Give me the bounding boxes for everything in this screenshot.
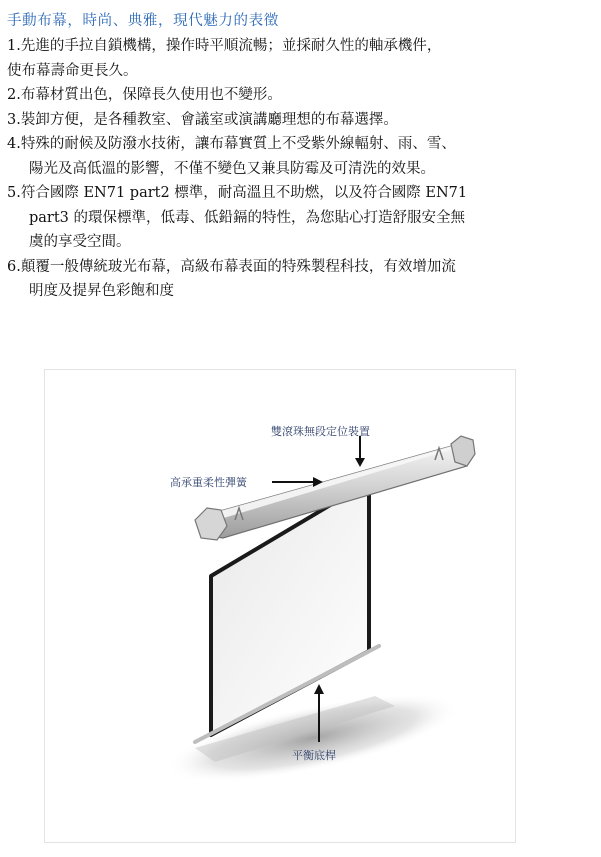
feature-item [7, 181, 597, 255]
feature-text-continued: part3 的環保標準，低毒、低鉛鎘的特性，為您貼心打造舒服安全無 [29, 209, 466, 226]
feature-text-continued: 使布幕壽命更長久。 [7, 62, 138, 79]
page-heading: 手動布幕，時尚、典雅，現代魅力的表徵 [7, 13, 279, 29]
feature-number: 5. [7, 185, 21, 201]
feature-item [7, 132, 597, 181]
feature-number: 4. [7, 136, 21, 152]
feature-number: 1. [7, 38, 21, 54]
feature-item [7, 255, 597, 304]
feature-number: 6. [7, 258, 21, 275]
feature-text: 顛覆一般傳統玻光布幕，高級布幕表面的特殊製程科技，有效增加流 [20, 258, 456, 275]
bar-arrow-head [314, 684, 324, 694]
feature-text: 布幕材質出色，保障長久使用也不變形。 [20, 87, 282, 103]
bearing-arrow-head [355, 458, 365, 467]
feature-item [7, 34, 597, 83]
right-end-cap [451, 436, 475, 466]
feature-item [7, 108, 597, 133]
feature-text: 先進的手拉自鎖機構，操作時平順流暢；並採耐久性的軸承機件， [20, 38, 442, 54]
callout-spring: 高承重柔性彈簧 [170, 476, 247, 489]
feature-number: 2. [7, 87, 21, 103]
feature-number: 3. [7, 111, 21, 128]
feature-text: 特殊的耐候及防潑水技術，讓布幕實質上不受紫外線輻射、雨、雪、 [20, 136, 456, 152]
projector-screen-illustration [45, 370, 515, 842]
callout-bottom-bar: 平衡底桿 [292, 749, 336, 762]
projector-screen-figure [44, 369, 516, 843]
feature-text: 符合國際 EN71 part2 標準，耐高溫且不助燃，以及符合國際 EN71 [20, 185, 468, 201]
callout-bearing: 雙滾珠無段定位裝置 [271, 425, 370, 438]
feature-item [7, 83, 597, 108]
feature-text-continued: 明度及提昇色彩飽和度 [29, 283, 174, 299]
feature-text-continued: 虞的享受空間。 [29, 234, 131, 250]
feature-list [7, 34, 597, 304]
feature-text: 裝卸方便，是各種教室、會議室或演講廳理想的布幕選擇。 [20, 111, 398, 128]
feature-text-continued: 陽光及高低溫的影響，不僅不變色又兼具防霉及可清洗的效果。 [29, 160, 435, 177]
